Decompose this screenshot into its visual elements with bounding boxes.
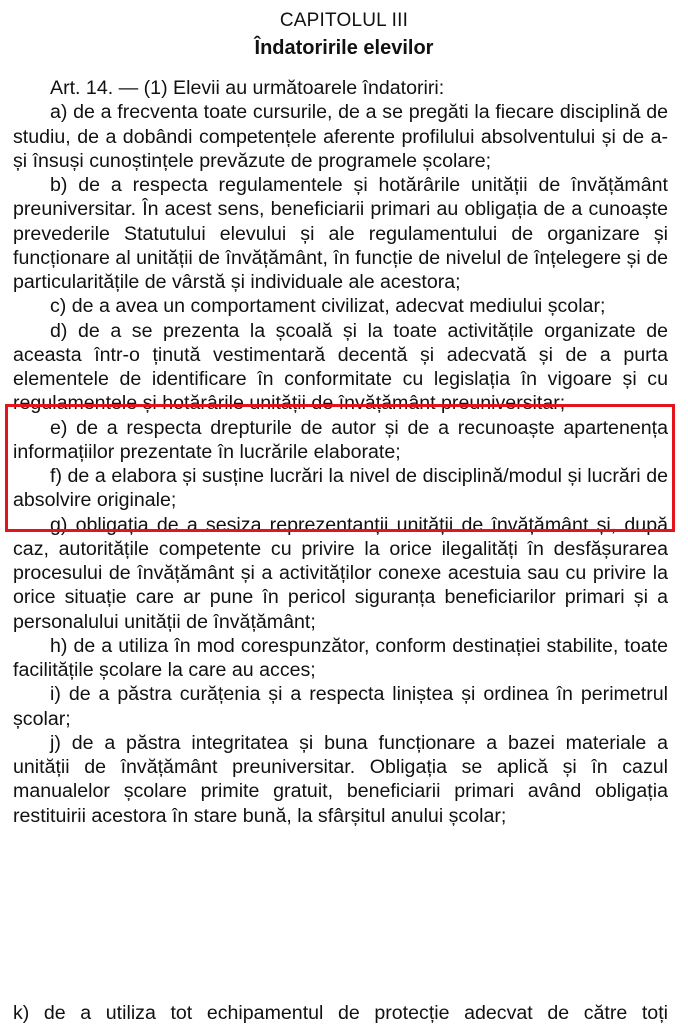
chapter-number: CAPITOLUL III	[279, 10, 409, 31]
duty-item-c: c) de a avea un comportament civilizat, adecvat mediului școlar;	[50, 295, 606, 318]
duty-item-f: f) de a elabora și susține lucrări la nivel de disciplină/modul și lucrări de absolvire originale;	[13, 465, 668, 512]
article-body	[13, 76, 668, 828]
duty-item-d: d) de a se prezenta la școală și la toate activitățile organizate de aceasta într-o ținută vestimentară decentă și adecvată și de a purta elementele de identificare în conformitate cu legislația în vigoare și cu regulamentele și hotărârile unității de învățământ preuniversitar;	[13, 319, 668, 415]
duty-item-g: g) obligația de a sesiza reprezentanții unității de învățământ și, după caz, autoritățile competente cu privire la orice ilegalități în desfășurarea procesului de învățământ și a activităților conexe acestuia sau cu privire la orice situație care ar pune în pericol siguranța beneficiarilor primari și a personalului unității de învățământ;	[13, 513, 668, 633]
duty-item-a: a) de a frecventa toate cursurile, de a se pregăti la fiecare disciplină de studiu, de a dobândi competențele aferente profilului absolventului și de a-și însuși cunoștințele prevăzute de programele școlare;	[13, 101, 668, 172]
duty-item-i: i) de a păstra curățenia și a respecta liniștea și ordinea în perimetrul școlar;	[13, 683, 668, 730]
duty-item-h: h) de a utiliza în mod corespunzător, conform destinației stabilite, toate facilitățile școlare la care au acces;	[13, 634, 668, 681]
duty-item-e: e) de a respecta drepturile de autor și de a recunoaște apartenența informațiilor prezentate în lucrările elaborate;	[13, 416, 668, 463]
chapter-title: Îndatoririle elevilor	[254, 37, 434, 59]
article-intro: Art. 14. — (1) Elevii au următoarele îndatoriri:	[50, 77, 445, 99]
duty-item-j: j) de a păstra integritatea și buna funcționare a bazei materiale a unității de învățământ preuniversitar. Obligația se aplică și în cazul manualelor școlare primite gratuit, beneficiarii primari având obligația restituirii acestora în stare bună, la sfârșitul anului școlar;	[13, 731, 668, 827]
cut-off-line	[13, 1002, 668, 1024]
cut-off-text: k) de a utiliza tot echipamentul de protecție adecvat de către toți	[13, 1002, 668, 1024]
duty-item-b: b) de a respecta regulamentele și hotărârile unității de învățământ preuniversitar. În acest sens, beneficiarii primari au obligația de a cunoaște prevederile Statutului elevului și ale regulamentului de organizare și funcționare al unității de învățământ, în funcție de nivelul de înțelegere și de particularitățile de vârstă și individuale ale acestora;	[13, 174, 668, 293]
